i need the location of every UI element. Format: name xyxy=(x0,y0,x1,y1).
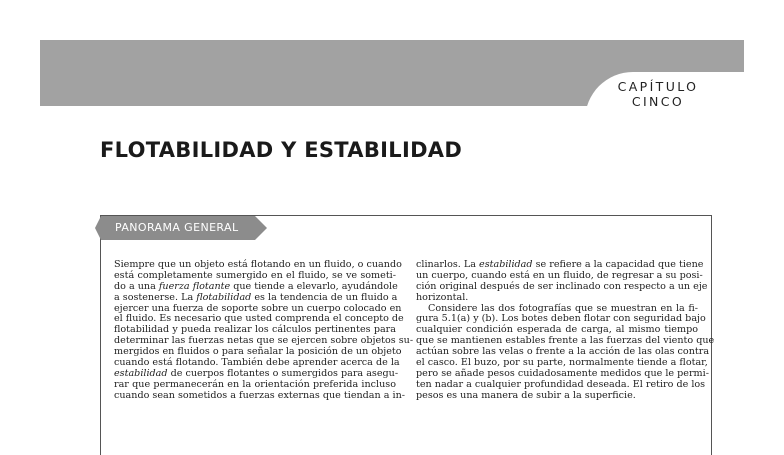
text-run: a sostenerse. La xyxy=(114,291,197,303)
chapter-number: CINCO xyxy=(631,94,685,109)
chapter-title: FLOTABILIDAD Y ESTABILIDAD xyxy=(100,138,463,162)
body-text-left-column xyxy=(114,259,414,402)
text-run: Considere las dos fotografías que se muestran en la fi- xyxy=(428,302,698,314)
text-run: cuando sean sometidos a fuerzas externas que tiendan a in- xyxy=(114,389,406,401)
text-run: cualquier condición esperada de carga, al mismo tiempo xyxy=(416,324,698,336)
text-run: el fluido. Es necesario que usted comprenda el concepto de xyxy=(114,313,404,325)
text-run: do a una xyxy=(114,280,159,292)
text-run: es la tendencia de un fluido a xyxy=(251,291,398,303)
text-run: gura 5.1(a) y (b). Los botes deben flotar con seguridad bajo xyxy=(416,313,706,325)
body-text-line xyxy=(416,391,698,402)
text-run: determinar las fuerzas netas que se ejercen sobre objetos su- xyxy=(114,335,414,347)
overview-panel-label: PANORAMA GENERAL xyxy=(101,216,255,240)
text-run: pesos es una manera de subir a la superficie. xyxy=(416,389,636,401)
text-run: ten nadar a cualquier profundidad deseada. El retiro de los xyxy=(416,378,706,390)
text-run: cuando está flotando. También debe aprender acerca de la xyxy=(114,357,400,369)
text-run: ejercer una fuerza de soporte sobre un cuerpo colocado en xyxy=(114,302,402,314)
chapter-number-label xyxy=(594,79,722,109)
text-run: clinarlos. La xyxy=(416,259,480,270)
emphasized-term: flotabilidad xyxy=(196,291,252,303)
text-run: actúan sobre las velas o frente a la acción de las olas contra xyxy=(416,346,710,358)
text-run: flotabilidad y pueda realizar los cálculos pertinentes para xyxy=(114,324,396,336)
emphasized-term: estabilidad xyxy=(114,367,168,379)
chapter-word: CAPÍTULO xyxy=(617,79,699,94)
text-run: de cuerpos flotantes o sumergidos para asegu- xyxy=(167,367,399,379)
emphasized-term: fuerza flotante xyxy=(158,280,231,292)
text-run: ción original después de ser inclinado con respecto a un eje xyxy=(416,280,708,292)
text-run: un cuerpo, cuando está en un fluido, de regresar a su posi- xyxy=(416,269,703,281)
body-text-line xyxy=(114,389,406,402)
text-run: el casco. El buzo, por su parte, normalmente tiende a flotar, xyxy=(416,357,708,369)
text-run: mergidos en fluidos o para señalar la posición de un objeto xyxy=(114,346,402,358)
text-run: pero se añade pesos cuidadosamente medidos que le permi- xyxy=(416,367,709,379)
text-run: horizontal. xyxy=(416,291,469,303)
text-run: rar que permanecerán en la orientación preferida incluso xyxy=(114,378,396,390)
text-run: se refiere a la capacidad que tiene xyxy=(532,259,704,270)
emphasized-term: estabilidad xyxy=(479,259,533,270)
body-text-right-column xyxy=(416,259,715,402)
text-run: está completamente sumergido en el fluido, se ve someti- xyxy=(114,269,396,281)
text-run: Siempre que un objeto está flotando en un fluido, o cuando xyxy=(114,259,402,270)
text-run: que se mantienen estables frente a las fuerzas del viento que xyxy=(416,335,715,347)
text-run: que tiende a elevarlo, ayudándole xyxy=(230,280,398,292)
